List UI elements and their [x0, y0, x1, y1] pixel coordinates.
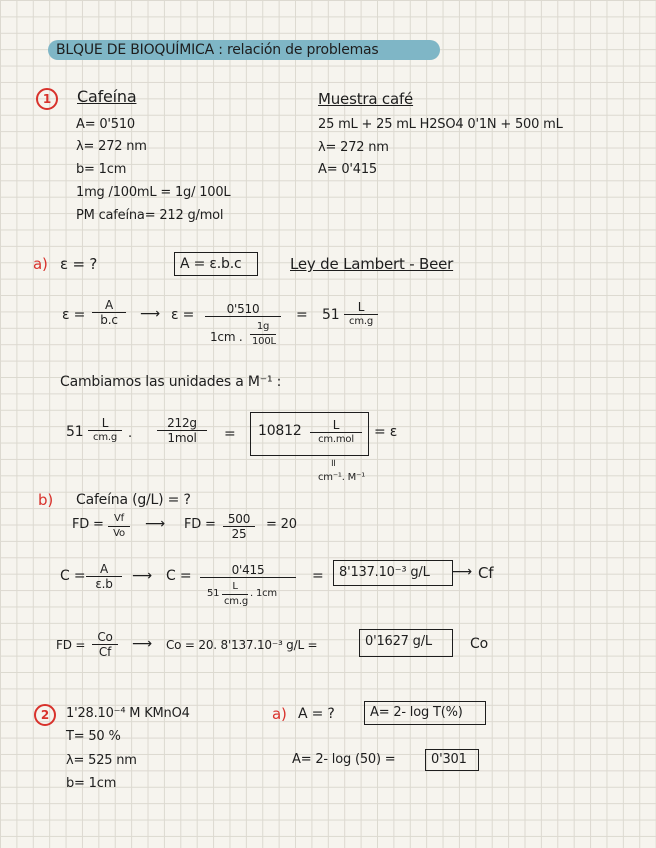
- c-tail: Cf: [478, 564, 494, 582]
- eq2-unit-den: cm.g: [93, 432, 117, 443]
- eq1-fraction-2: [205, 302, 281, 317]
- eq1-result: 51: [322, 307, 340, 323]
- eq1-den2b-num: 1g: [250, 320, 276, 335]
- page-title: BLQUE DE BIOQUÍMICA : relación de problemas: [56, 42, 379, 58]
- given-concentration: 1mg /100mL = 1g/ 100L: [76, 185, 231, 200]
- c-den2-unit-num: L: [222, 580, 248, 595]
- problem-1-heading: Cafeína: [77, 87, 137, 106]
- fd2-tail: Co: [470, 636, 488, 652]
- fd-den: Vo: [113, 528, 125, 539]
- c-den2-unit-den: cm.g: [224, 596, 248, 607]
- fd2-den: Cf: [98, 645, 112, 659]
- eq2-note-equal: ॥: [330, 458, 336, 469]
- given-absorbance: A= 0'510: [76, 117, 135, 132]
- eq1-denominator: b.c: [100, 313, 118, 327]
- fd2-result: 0'1627 g/L: [365, 634, 432, 649]
- law-name: Ley de Lambert - Beer: [290, 255, 454, 273]
- eq1-unit-den: cm.g: [349, 316, 373, 327]
- p2-part-a-question: A = ?: [298, 706, 335, 722]
- fd-den-2: 25: [231, 527, 247, 541]
- fd-num-2: 500: [223, 512, 255, 527]
- eq1-equals: =: [296, 307, 308, 323]
- fd-num: Vf: [108, 512, 130, 527]
- eq1-den2b-den: 100L: [252, 336, 276, 347]
- eq1-fraction: [92, 298, 126, 327]
- p2-given-transmittance: T= 50 %: [66, 729, 121, 744]
- c-equals: =: [312, 568, 324, 584]
- fd-mid: FD =: [184, 517, 216, 532]
- arrow-icon: ⟶: [452, 564, 473, 580]
- problem-1-number: 1: [36, 88, 58, 110]
- absorbance-formula: A= 2- log T(%): [370, 705, 463, 720]
- p2-given-wavelength: λ= 525 nm: [66, 753, 137, 768]
- c-lhs: C =: [60, 568, 86, 584]
- fd-lhs: FD =: [72, 517, 104, 532]
- part-a-label: a): [33, 255, 48, 273]
- sample-absorbance: A= 0'415: [318, 162, 377, 177]
- given-wavelength: λ= 272 nm: [76, 139, 147, 154]
- fd2-lhs: FD =: [56, 638, 86, 652]
- c-result: 8'137.10⁻³ g/L: [339, 565, 430, 580]
- eq1-numerator: A: [92, 298, 126, 313]
- eq2-result: 10812: [258, 423, 302, 439]
- eq2-conversion: [157, 416, 207, 445]
- fd-result: = 20: [266, 517, 297, 532]
- eq2-conversion-num: 212g: [157, 416, 207, 431]
- c-num-2: 0'415: [200, 563, 296, 578]
- eq2-result-unit: [310, 418, 362, 447]
- sample-wavelength: λ= 272 nm: [318, 140, 389, 155]
- fd2-num: Co: [92, 630, 118, 645]
- eq1-den2b: [250, 320, 276, 349]
- sample-volumes: 25 mL + 25 mL H2SO4 0'1N + 500 mL: [318, 117, 563, 132]
- fd-fraction-2: [223, 512, 255, 541]
- p2-given-path: b= 1cm: [66, 776, 117, 791]
- lambert-beer-formula: A = ε.b.c: [180, 256, 242, 272]
- part-a-question: ε = ?: [60, 255, 98, 273]
- eq2-dot: .: [128, 426, 132, 441]
- fd-fraction: [108, 512, 130, 541]
- fd2-mid: Co = 20. 8'137.10⁻³ g/L =: [166, 638, 318, 652]
- sample-heading: Muestra café: [318, 90, 414, 108]
- eq1-lhs: ε =: [62, 307, 86, 323]
- eq1-unit-num: L: [344, 300, 378, 315]
- eq2-note: cm⁻¹. M⁻¹: [318, 472, 365, 483]
- problem-2-heading: 1'28.10⁻⁴ M KMnO4: [66, 706, 190, 721]
- c-den2-unit: [222, 580, 248, 609]
- arrow-icon: ⟶: [132, 568, 153, 584]
- eq2-value: 51: [66, 424, 84, 440]
- eq1-den2a: 1cm .: [210, 330, 243, 344]
- c-mid: C =: [166, 568, 192, 584]
- eq2-result-unit-den: cm.mol: [318, 434, 354, 445]
- absorbance-result: 0'301: [431, 752, 467, 767]
- p2-part-a-label: a): [272, 705, 287, 723]
- c-fraction-2: [200, 563, 296, 578]
- eq1-unit: [344, 300, 378, 329]
- c-den2a: 51: [207, 588, 220, 599]
- absorbance-calc: A= 2- log (50) =: [292, 752, 396, 767]
- part-b-label: b): [38, 491, 53, 509]
- eq2-equals: =: [224, 426, 236, 442]
- c-fraction: [86, 562, 122, 591]
- arrow-icon: ⟶: [132, 636, 153, 652]
- eq1-numerator-2: 0'510: [205, 302, 281, 317]
- given-path-length: b= 1cm: [76, 162, 127, 177]
- fd2-fraction: [92, 630, 118, 659]
- c-den2b: . 1cm: [250, 588, 277, 599]
- arrow-icon: ⟶: [140, 306, 161, 322]
- eq2-result-unit-num: L: [310, 418, 362, 433]
- c-num: A: [86, 562, 122, 577]
- eq2-unit-num: L: [88, 416, 122, 431]
- eq2-unit: [88, 416, 122, 445]
- eq2-tail: = ε: [374, 424, 398, 440]
- arrow-icon: ⟶: [145, 516, 166, 532]
- units-change-text: Cambiamos las unidades a M⁻¹ :: [60, 374, 282, 390]
- c-den: ε.b: [95, 577, 113, 591]
- eq2-conversion-den: 1mol: [167, 431, 197, 445]
- part-b-question: Cafeína (g/L) = ?: [76, 492, 191, 508]
- given-molar-mass: PM cafeína= 212 g/mol: [76, 208, 224, 223]
- problem-2-number: 2: [34, 704, 56, 726]
- eq1-mid: ε =: [171, 307, 195, 323]
